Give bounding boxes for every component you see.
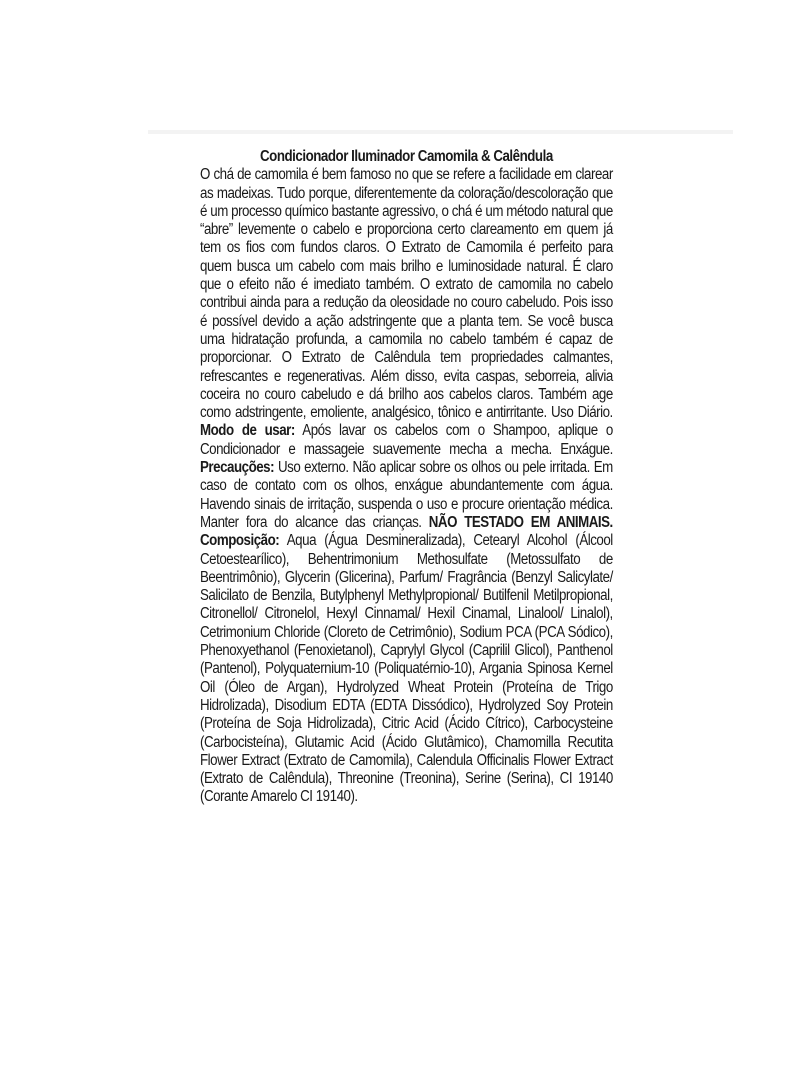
precautions-text: Uso externo. Não aplicar sobre os olhos ou pele irritada. Em caso de contato com os olhos, enxágue abundantemente com água. Havendo sinais de irritação, suspenda o uso e procure orientação médica. Manter fora do alcance das crianças. — [200, 459, 613, 531]
usage-label: Modo de usar: — [200, 422, 295, 440]
composition-label: Composição: — [200, 532, 280, 550]
top-divider — [148, 130, 733, 134]
intro-text: O chá de camomila é bem famoso no que se refere a facilidade em clarear as madeixas. Tudo porque, diferentemente da coloração/descoloração que é um processo químico bastante agressivo, o chá é um método natural que “abre” levemente o cabelo e proporciona certo clareamento em quem já tem os fios com fundos claros. O Extrato de Camomila é perfeito para quem busca um cabelo com mais brilho e luminosidade natural. É claro que o efeito não é imediato também. O extrato de camomila no cabelo contribui ainda para a redução da oleosidade no couro cabeludo. Pois isso é possível devido a ação adstringente que a planta tem. Se você busca uma hidratação profunda, a camomila no cabelo também é capaz de proporcionar. O Extrato de Calêndula tem propriedades calmantes, refrescantes e regenerativas. Além disso, evita caspas, seborreia, alivia coceira no couro cabeludo e dá brilho aos cabelos claros. Também age como adstringente, emoliente, analgésico, tônico e antirritante. Uso Diário. — [200, 166, 613, 422]
precautions-label: Precauções: — [200, 459, 275, 477]
product-label — [200, 148, 613, 807]
label-body — [200, 166, 613, 806]
product-title: Condicionador Iluminador Camomila & Calêndula — [260, 148, 553, 165]
usage-text: Após lavar os cabelos com o Shampoo, aplique o Condicionador e massageie suavemente mecha a mecha. Enxágue. — [200, 422, 613, 458]
not-tested-notice: NÃO TESTADO EM ANIMAIS. — [428, 513, 613, 531]
composition-text: Aqua (Água Desmineralizada), Cetearyl Alcohol (Álcool Cetoestearílico), Behentrimonium Methosulfate (Metossulfato de Beentrimônio), Glycerin (Glicerina), Parfum/ Fragrância (Benzyl Salicylate/ Salicilato de Benzila, Butylphenyl Methylpropional/ Butilfenil Metilpropional, Citronellol/ Citronelol, Hexyl Cinnamal/ Hexil Cinamal, Linalool/ Linalol), Cetrimonium Chloride (Cloreto de Cetrimônio), Sodium PCA (PCA Sódico), Phenoxyethanol (Fenoxietanol), Caprylyl Glycol (Caprilil Glicol), Panthenol (Pantenol), Polyquaternium-10 (Poliquatérnio-10), Argania Spinosa Kernel Oil (Óleo de Argan), Hydrolyzed Wheat Protein (Proteína de Trigo Hidrolizada), Disodium EDTA (EDTA Dissódico), Hydrolyzed Soy Protein (Proteína de Soja Hidrolizada), Citric Acid (Ácido Cítrico), Carbocysteine (Carbocisteína), Glutamic Acid (Ácido Glutâmico), Chamomilla Recutita Flower Extract (Extrato de Camomila), Calendula Officinalis Flower Extract (Extrato de Calêndula), Threonine (Treonina), Serine (Serina), CI 19140 (Corante Amarelo CI 19140). — [200, 532, 613, 806]
